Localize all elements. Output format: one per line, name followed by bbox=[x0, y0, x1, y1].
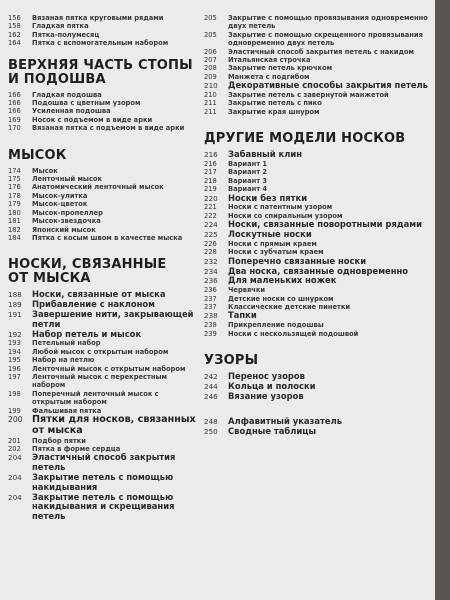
section-title-toe-up: НОСКИ, СВЯЗАННЫЕ ОТ МЫСКА bbox=[8, 257, 167, 287]
toc-entry-page-number: 237 bbox=[204, 302, 217, 311]
toc-entry-page-number: 156 bbox=[8, 14, 21, 22]
toc-entry-page-number: 189 bbox=[8, 300, 22, 310]
toc-entry-title: Манжета с подгибом bbox=[228, 72, 310, 81]
toc-entry bbox=[204, 286, 432, 294]
toc-entry bbox=[204, 31, 432, 48]
toc-entry-page-number: 170 bbox=[8, 124, 21, 133]
toc-entry-page-number: 201 bbox=[8, 436, 21, 445]
toc-entry-page-number: 197 bbox=[8, 372, 21, 381]
toc-entry-page-number: 210 bbox=[204, 81, 218, 91]
toc-entry bbox=[8, 390, 200, 407]
toc-entry-page-number: 220 bbox=[204, 193, 218, 203]
toc-entry-title: Вязание узоров bbox=[228, 390, 304, 401]
toc-entry-title: Прибавление с наклоном bbox=[32, 299, 156, 310]
toc-entry bbox=[204, 427, 432, 437]
toc-entry-title: Вариант 3 bbox=[228, 176, 268, 185]
toc-list-patterns bbox=[204, 372, 432, 401]
toc-entry bbox=[204, 330, 432, 338]
toc-entry-title: Кольца и полоски bbox=[228, 380, 316, 391]
toc-entry-title: Гладкая пятка bbox=[32, 22, 89, 31]
toc-entry-title: Гладкая подошва bbox=[32, 90, 102, 99]
toc-entry-title: Прикрепление подошвы bbox=[228, 321, 324, 330]
toc-entry-title: Закрытие петель с помощью накидывания bbox=[32, 471, 174, 492]
toc-entry-title: Тапки bbox=[228, 310, 257, 321]
toc-entry-page-number: 236 bbox=[204, 276, 218, 286]
toc-entry-title: Носки с нескользящей подошвой bbox=[228, 329, 359, 338]
toc-entry-title: Закрытие с помощью скрещенного провязывания одновременно двух петель bbox=[228, 30, 423, 48]
toc-entry bbox=[8, 14, 200, 22]
toc-entry bbox=[8, 99, 200, 107]
toc-entry-page-number: 166 bbox=[8, 99, 21, 108]
toc-entry-title: Анатомический ленточный мысок bbox=[32, 183, 164, 192]
toc-entry bbox=[8, 175, 200, 183]
toc-entry bbox=[204, 160, 432, 168]
toc-entry-title: Любой мысок с открытым набором bbox=[32, 347, 169, 356]
toc-entry bbox=[204, 240, 432, 248]
toc-entry-page-number: 180 bbox=[8, 208, 21, 217]
toc-entry bbox=[204, 168, 432, 176]
toc-list-toe bbox=[8, 167, 200, 243]
toc-entry bbox=[8, 437, 200, 445]
toc-entry-title: Закрытие с помощью провязывания одновременно двух петель bbox=[228, 14, 428, 31]
toc-entry-title: Закрытие петель с завернутой манжетой bbox=[228, 91, 389, 100]
toc-entry-title: Завершение нити, закрывающей петли bbox=[32, 308, 194, 329]
toc-entry-page-number: 188 bbox=[8, 290, 22, 300]
toc-entry-title: Носок с подъемом в виде арки bbox=[32, 115, 153, 124]
toc-entry-title: Носки с патентным узором bbox=[228, 203, 333, 212]
toc-entry-title: Закрытие петель с пико bbox=[228, 99, 322, 108]
toc-entry-title: Мысок-звездочка bbox=[32, 217, 101, 226]
toc-entry bbox=[204, 64, 432, 72]
toc-entry-title: Вариант 1 bbox=[228, 160, 268, 169]
toc-entry-title: Мысок-улитка bbox=[32, 191, 88, 200]
toc-entry-page-number: 219 bbox=[204, 185, 217, 194]
toc-entry-title: Носки без пятки bbox=[228, 192, 308, 203]
toc-entry-title: Сводные таблицы bbox=[228, 426, 317, 437]
toc-entry bbox=[8, 124, 200, 132]
toc-entry-page-number: 208 bbox=[204, 64, 217, 73]
toc-entry bbox=[204, 108, 432, 116]
toc-entry-title: Мысок bbox=[32, 166, 58, 175]
toc-entry-title: Вязаная пятка круговыми рядами bbox=[32, 14, 164, 22]
section-title-patterns: УЗОРЫ bbox=[204, 352, 259, 368]
toc-entry-page-number: 218 bbox=[204, 176, 217, 185]
toc-entry-page-number: 164 bbox=[8, 39, 21, 48]
toc-entry-page-number: 216 bbox=[204, 160, 217, 169]
toc-entry-page-number: 184 bbox=[8, 233, 21, 242]
toc-entry-title: Поперечный ленточный мысок с открытым набором bbox=[32, 389, 159, 407]
toc-list-left-top bbox=[8, 14, 200, 48]
toc-entry bbox=[8, 348, 200, 356]
toc-entry-title: Пятка с косым швом в качестве мыска bbox=[32, 233, 183, 242]
toc-list-other bbox=[204, 150, 432, 338]
toc-entry-title: Ленточный мысок с открытым набором bbox=[32, 364, 186, 373]
toc-entry-title: Закрытие края шнуром bbox=[228, 107, 320, 116]
toc-entry bbox=[204, 295, 432, 303]
toc-entry-page-number: 192 bbox=[8, 329, 22, 339]
toc-entry bbox=[8, 226, 200, 234]
toc-entry-page-number: 234 bbox=[204, 266, 218, 276]
toc-entry-title: Лоскутные носки bbox=[228, 229, 312, 240]
toc-entry-title: Детские носки со шнурком bbox=[228, 294, 334, 303]
toc-entry-page-number: 244 bbox=[204, 381, 218, 391]
toc-entry-title: Носки с зубчатым краем bbox=[228, 248, 324, 257]
toc-entry bbox=[204, 81, 432, 91]
toc-list-toe-up bbox=[8, 290, 200, 522]
toc-list-upper bbox=[8, 91, 200, 133]
toc-entry-page-number: 211 bbox=[204, 107, 217, 116]
toc-entry-title: Петельный набор bbox=[32, 339, 101, 348]
toc-entry-page-number: 236 bbox=[204, 286, 217, 295]
toc-entry bbox=[8, 330, 200, 340]
toc-entry-title: Пятка с вспомогательным набором bbox=[32, 39, 169, 48]
toc-entry-page-number: 222 bbox=[204, 211, 217, 220]
toc-entry-title: Пятки для носков, связанных от мыска bbox=[32, 413, 196, 436]
toc-entry-page-number: 191 bbox=[8, 309, 22, 319]
toc-entry bbox=[8, 473, 200, 493]
toc-entry bbox=[8, 217, 200, 225]
toc-entry bbox=[8, 183, 200, 191]
toc-list-right-top bbox=[204, 14, 432, 116]
toc-entry-page-number: 199 bbox=[8, 406, 21, 415]
toc-entry bbox=[8, 167, 200, 175]
toc-entry-page-number: 232 bbox=[204, 256, 218, 266]
toc-entry-title: Пятка в форме сердца bbox=[32, 444, 121, 453]
toc-left-column bbox=[8, 14, 200, 522]
toc-entry-page-number: 175 bbox=[8, 175, 21, 184]
toc-entry-page-number: 200 bbox=[8, 414, 23, 424]
toc-list-index bbox=[204, 417, 432, 437]
toc-entry bbox=[204, 194, 432, 204]
toc-entry-page-number: 238 bbox=[204, 311, 218, 321]
toc-entry bbox=[204, 150, 432, 160]
toc-entry-page-number: 204 bbox=[8, 472, 22, 482]
toc-entry bbox=[204, 91, 432, 99]
toc-entry bbox=[8, 107, 200, 115]
toc-entry bbox=[8, 91, 200, 99]
toc-entry-page-number: 221 bbox=[204, 203, 217, 212]
toc-entry bbox=[8, 22, 200, 30]
toc-entry-title: Носки со спиральным узором bbox=[228, 211, 343, 220]
toc-entry-page-number: 226 bbox=[204, 239, 217, 248]
toc-entry bbox=[8, 31, 200, 39]
toc-entry-page-number: 205 bbox=[204, 30, 217, 39]
toc-right-column bbox=[204, 14, 432, 437]
toc-entry-title: Фальшивая пятка bbox=[32, 406, 102, 415]
toc-entry-page-number: 210 bbox=[204, 91, 217, 100]
toc-entry-title: Закрытие петель крючком bbox=[228, 64, 333, 73]
toc-entry-title: Носки, связанные поворотными рядами bbox=[228, 219, 422, 230]
toc-entry bbox=[8, 373, 200, 390]
toc-entry-title: Мысок-цветок bbox=[32, 200, 88, 209]
toc-entry-title: Для маленьких ножек bbox=[228, 275, 337, 286]
toc-entry bbox=[8, 453, 200, 473]
toc-entry-title: Вариант 4 bbox=[228, 185, 268, 194]
toc-entry-title: Эластичный способ закрытия петель с накидом bbox=[228, 47, 414, 56]
toc-entry-page-number: 225 bbox=[204, 230, 218, 240]
toc-entry-page-number: 181 bbox=[8, 217, 21, 226]
toc-entry-page-number: 179 bbox=[8, 200, 21, 209]
toc-entry-title: Японский мысок bbox=[32, 225, 96, 234]
toc-entry-title: Ленточный мысок с перекрестным набором bbox=[32, 372, 168, 390]
toc-entry bbox=[204, 14, 432, 31]
toc-entry-page-number: 242 bbox=[204, 371, 218, 381]
toc-entry bbox=[204, 56, 432, 64]
toc-entry-title: Закрытие петель с помощью накидывания и скрещивания петель bbox=[32, 491, 175, 522]
toc-entry-page-number: 202 bbox=[8, 444, 21, 453]
toc-entry bbox=[8, 209, 200, 217]
toc-entry-title: Набор петель и мысок bbox=[32, 328, 142, 339]
toc-entry-page-number: 166 bbox=[8, 107, 21, 116]
toc-entry bbox=[8, 234, 200, 242]
toc-entry-title: Набор на петлю bbox=[32, 356, 95, 365]
toc-entry bbox=[204, 311, 432, 321]
toc-entry bbox=[204, 392, 432, 402]
toc-entry-title: Декоративные способы закрытия петель bbox=[228, 80, 428, 91]
toc-entry-title: Поперечно связанные носки bbox=[228, 255, 367, 266]
toc-entry-page-number: 178 bbox=[8, 191, 21, 200]
toc-entry-title: Итальянская строчка bbox=[228, 56, 311, 65]
toc-entry-page-number: 194 bbox=[8, 347, 21, 356]
toc-entry-title: Алфавитный указатель bbox=[228, 416, 343, 427]
toc-entry bbox=[8, 192, 200, 200]
toc-entry bbox=[204, 177, 432, 185]
toc-entry-page-number: 193 bbox=[8, 339, 21, 348]
toc-entry bbox=[8, 493, 200, 522]
toc-entry-page-number: 166 bbox=[8, 90, 21, 99]
toc-entry bbox=[8, 200, 200, 208]
toc-entry-title: Вариант 2 bbox=[228, 168, 268, 177]
toc-entry-title: Червячки bbox=[228, 286, 266, 295]
toc-entry-page-number: 224 bbox=[204, 220, 218, 230]
toc-entry bbox=[8, 116, 200, 124]
toc-entry-title: Носки с прямым краем bbox=[228, 239, 317, 248]
toc-entry-title: Носки, связанные от мыска bbox=[32, 289, 166, 300]
toc-entry-page-number: 228 bbox=[204, 248, 217, 257]
toc-entry-title: Пятка-полумесяц bbox=[32, 30, 100, 39]
toc-entry bbox=[8, 365, 200, 373]
section-title-upper: ВЕРХНЯЯ ЧАСТЬ СТОПЫ И ПОДОШВА bbox=[8, 57, 193, 87]
toc-entry-page-number: 174 bbox=[8, 166, 21, 175]
toc-entry-page-number: 216 bbox=[204, 150, 218, 160]
toc-entry-title: Мысок-пропеллер bbox=[32, 208, 103, 217]
toc-entry-title: Перенос узоров bbox=[228, 370, 305, 381]
toc-entry-page-number: 158 bbox=[8, 22, 21, 31]
toc-entry-title: Эластичный способ закрытия петель bbox=[32, 452, 176, 473]
toc-entry-page-number: 196 bbox=[8, 364, 21, 373]
section-title-toe: МЫСОК bbox=[8, 147, 67, 163]
toc-entry-page-number: 169 bbox=[8, 115, 21, 124]
toc-entry bbox=[8, 339, 200, 347]
toc-entry-title: Подбор пятки bbox=[32, 436, 86, 445]
toc-entry-page-number: 207 bbox=[204, 56, 217, 65]
toc-entry-page-number: 206 bbox=[204, 47, 217, 56]
toc-entry-page-number: 209 bbox=[204, 72, 217, 81]
toc-entry-page-number: 248 bbox=[204, 417, 218, 427]
toc-entry bbox=[8, 415, 200, 437]
toc-entry-page-number: 217 bbox=[204, 168, 217, 177]
toc-entry-page-number: 198 bbox=[8, 389, 21, 398]
toc-entry bbox=[204, 203, 432, 211]
toc-entry bbox=[204, 321, 432, 329]
toc-entry bbox=[8, 356, 200, 364]
toc-entry-page-number: 238 bbox=[204, 321, 217, 330]
toc-entry-page-number: 162 bbox=[8, 30, 21, 39]
toc-entry-title: Два носка, связанные одновременно bbox=[228, 265, 409, 276]
toc-entry-title: Подошва с цветным узором bbox=[32, 99, 141, 108]
toc-entry-title: Классические детские пинетки bbox=[228, 302, 351, 311]
toc-entry bbox=[8, 310, 200, 330]
section-title-other: ДРУГИЕ МОДЕЛИ НОСКОВ bbox=[204, 131, 406, 147]
toc-entry bbox=[204, 48, 432, 56]
toc-entry-title: Ленточный мысок bbox=[32, 175, 103, 184]
toc-entry-page-number: 246 bbox=[204, 391, 218, 401]
toc-entry bbox=[8, 39, 200, 47]
toc-entry-page-number: 176 bbox=[8, 183, 21, 192]
toc-entry-page-number: 195 bbox=[8, 356, 21, 365]
toc-entry-page-number: 237 bbox=[204, 294, 217, 303]
toc-entry-title: Забавный клин bbox=[228, 149, 303, 160]
toc-entry-page-number: 204 bbox=[8, 453, 22, 463]
toc-entry bbox=[204, 230, 432, 240]
toc-entry-page-number: 204 bbox=[8, 492, 22, 502]
toc-entry-page-number: 250 bbox=[204, 427, 218, 437]
toc-entry bbox=[204, 99, 432, 107]
toc-entry-title: Усиленная подошва bbox=[32, 107, 111, 116]
toc-entry-page-number: 182 bbox=[8, 225, 21, 234]
toc-entry-title: Вязаная пятка с подъемом в виде арки bbox=[32, 124, 185, 133]
toc-entry-page-number: 205 bbox=[204, 14, 217, 22]
toc-entry-page-number: 239 bbox=[204, 329, 217, 338]
toc-entry bbox=[204, 276, 432, 286]
toc-entry-page-number: 211 bbox=[204, 99, 217, 108]
